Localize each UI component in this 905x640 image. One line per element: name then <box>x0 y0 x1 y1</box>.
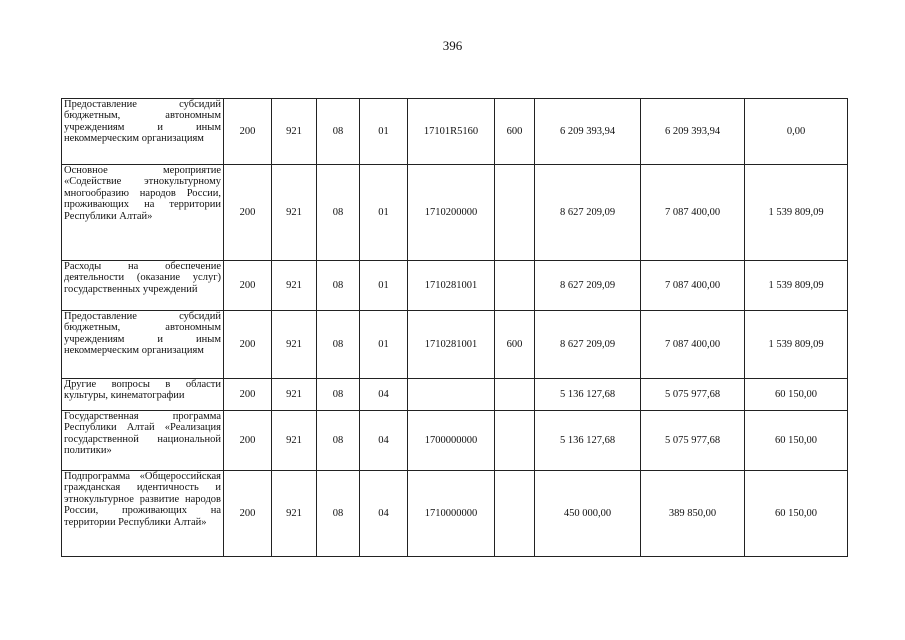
cell-col1: 200 <box>224 411 272 471</box>
cell-col1: 200 <box>224 379 272 411</box>
cell-amount2: 7 087 400,00 <box>641 311 745 379</box>
cell-type: 600 <box>495 311 535 379</box>
cell-amount2: 5 075 977,68 <box>641 411 745 471</box>
cell-code: 1700000000 <box>408 411 495 471</box>
cell-type <box>495 411 535 471</box>
cell-amount1: 450 000,00 <box>535 471 641 557</box>
cell-col4: 01 <box>360 99 408 165</box>
cell-amount1: 6 209 393,94 <box>535 99 641 165</box>
cell-col4: 04 <box>360 379 408 411</box>
cell-code: 17101R5160 <box>408 99 495 165</box>
cell-col3: 08 <box>317 311 360 379</box>
cell-type <box>495 379 535 411</box>
cell-col2: 921 <box>272 165 317 261</box>
table-row <box>62 379 848 411</box>
table-row <box>62 165 848 261</box>
cell-col4: 04 <box>360 471 408 557</box>
cell-col2: 921 <box>272 311 317 379</box>
cell-col3: 08 <box>317 165 360 261</box>
cell-col3: 08 <box>317 261 360 311</box>
cell-col3: 08 <box>317 379 360 411</box>
cell-col2: 921 <box>272 471 317 557</box>
cell-code: 1710281001 <box>408 311 495 379</box>
cell-col4: 01 <box>360 311 408 379</box>
cell-code: 1710000000 <box>408 471 495 557</box>
row-description: Другие вопросы в области культуры, кинематографии <box>62 379 224 411</box>
cell-col4: 01 <box>360 261 408 311</box>
cell-amount1: 8 627 209,09 <box>535 165 641 261</box>
row-description: Предоставление субсидий бюджетным, автономным учреждениям и иным некоммерческим организациям <box>62 311 224 379</box>
cell-col2: 921 <box>272 379 317 411</box>
cell-code <box>408 379 495 411</box>
cell-amount3: 1 539 809,09 <box>745 165 848 261</box>
cell-amount3: 60 150,00 <box>745 471 848 557</box>
cell-col3: 08 <box>317 99 360 165</box>
cell-col1: 200 <box>224 311 272 379</box>
cell-amount1: 8 627 209,09 <box>535 311 641 379</box>
cell-amount2: 7 087 400,00 <box>641 165 745 261</box>
cell-amount2: 7 087 400,00 <box>641 261 745 311</box>
row-description: Подпрограмма «Общероссийская гражданская идентичность и этнокультурное развитие народов России, проживающих на территории Республики Алтай» <box>62 471 224 557</box>
cell-code: 1710281001 <box>408 261 495 311</box>
cell-amount3: 1 539 809,09 <box>745 311 848 379</box>
cell-amount2: 389 850,00 <box>641 471 745 557</box>
cell-col2: 921 <box>272 99 317 165</box>
cell-type <box>495 471 535 557</box>
cell-amount1: 5 136 127,68 <box>535 379 641 411</box>
cell-amount2: 6 209 393,94 <box>641 99 745 165</box>
cell-amount1: 8 627 209,09 <box>535 261 641 311</box>
cell-type: 600 <box>495 99 535 165</box>
row-description: Расходы на обеспечение деятельности (оказание услуг) государственных учреждений <box>62 261 224 311</box>
budget-table <box>61 98 848 557</box>
cell-amount3: 60 150,00 <box>745 411 848 471</box>
row-description: Предоставление субсидий бюджетным, автономным учреждениям и иным некоммерческим организациям <box>62 99 224 165</box>
cell-col2: 921 <box>272 261 317 311</box>
cell-amount3: 1 539 809,09 <box>745 261 848 311</box>
cell-type <box>495 165 535 261</box>
cell-col2: 921 <box>272 411 317 471</box>
cell-type <box>495 261 535 311</box>
cell-col3: 08 <box>317 471 360 557</box>
table-row <box>62 311 848 379</box>
cell-amount1: 5 136 127,68 <box>535 411 641 471</box>
table-row <box>62 411 848 471</box>
cell-code: 1710200000 <box>408 165 495 261</box>
table-row <box>62 471 848 557</box>
cell-col1: 200 <box>224 99 272 165</box>
cell-col4: 04 <box>360 411 408 471</box>
cell-amount3: 60 150,00 <box>745 379 848 411</box>
page-number: 396 <box>442 38 463 53</box>
cell-col4: 01 <box>360 165 408 261</box>
cell-col1: 200 <box>224 165 272 261</box>
cell-amount3: 0,00 <box>745 99 848 165</box>
cell-col1: 200 <box>224 261 272 311</box>
cell-amount2: 5 075 977,68 <box>641 379 745 411</box>
table-row <box>62 99 848 165</box>
table-row <box>62 261 848 311</box>
row-description: Основное мероприятие «Содействие этнокультурному многообразию народов России, проживающих на территории Республики Алтай» <box>62 165 224 261</box>
row-description: Государственная программа Республики Алтай «Реализация государственной национальной политики» <box>62 411 224 471</box>
cell-col1: 200 <box>224 471 272 557</box>
cell-col3: 08 <box>317 411 360 471</box>
